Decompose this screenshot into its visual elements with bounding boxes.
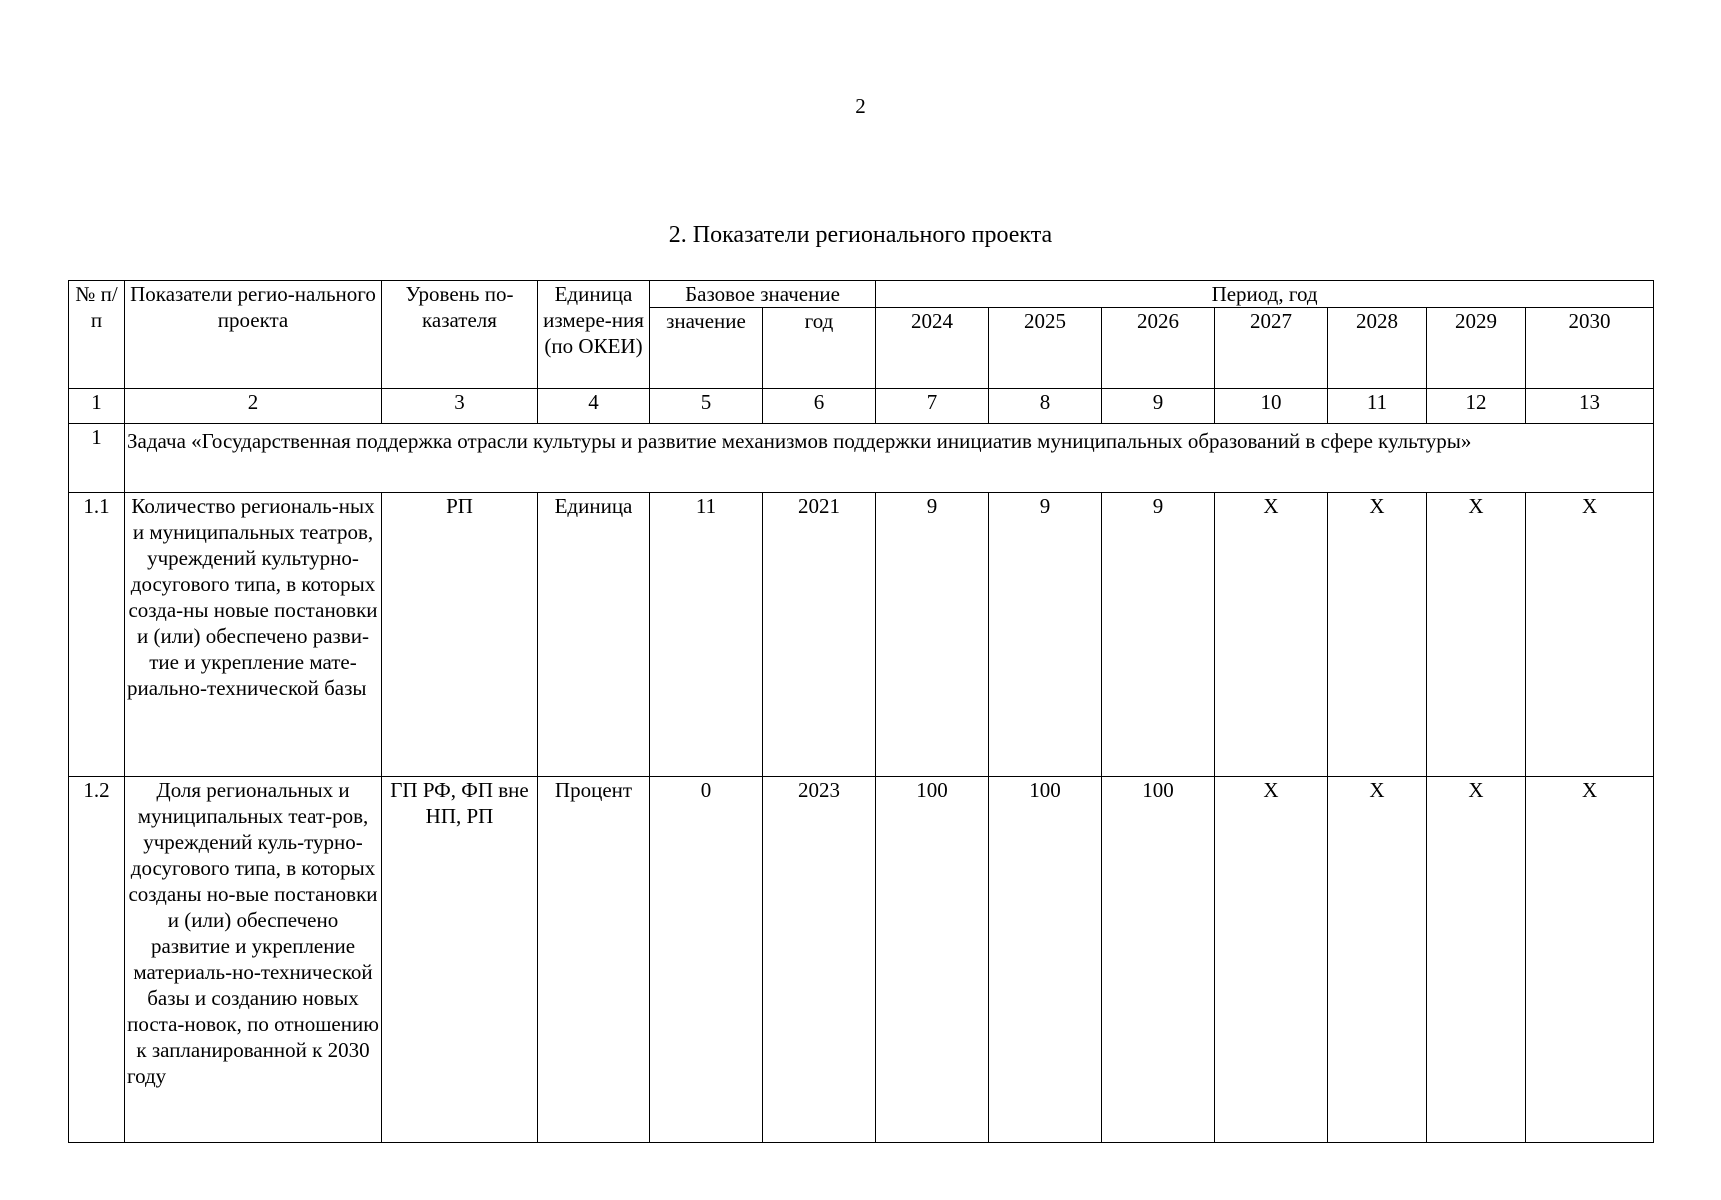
value-2026: 100 <box>1102 777 1215 1143</box>
header-unit: Единица измере-ния (по ОКЕИ) <box>538 281 650 389</box>
header-base-value: значение <box>650 308 763 389</box>
base-value: 0 <box>650 777 763 1143</box>
column-number: 10 <box>1215 389 1328 424</box>
value-2028: X <box>1328 777 1427 1143</box>
value-2025: 9 <box>989 493 1102 777</box>
base-year: 2023 <box>763 777 876 1143</box>
header-number: № п/п <box>69 281 125 389</box>
column-number: 12 <box>1427 389 1526 424</box>
task-row <box>69 424 1654 493</box>
value-2025: 100 <box>989 777 1102 1143</box>
indicators-table <box>68 280 1654 1143</box>
column-number: 8 <box>989 389 1102 424</box>
task-number: 1 <box>69 424 125 493</box>
header-base-value-group: Базовое значение <box>650 281 876 308</box>
indicator-level: ГП РФ, ФП вне НП, РП <box>382 777 538 1143</box>
header-indicator-name: Показатели регио-нального проекта <box>125 281 382 389</box>
indicator-unit: Процент <box>538 777 650 1143</box>
value-2024: 100 <box>876 777 989 1143</box>
value-2027: X <box>1215 493 1328 777</box>
indicator-level: РП <box>382 493 538 777</box>
task-text: Задача «Государственная поддержка отрасли культуры и развитие механизмов поддержки инициатив муниципальных образований в сфере культуры» <box>125 424 1654 493</box>
header-year-2025: 2025 <box>989 308 1102 389</box>
header-base-year: год <box>763 308 876 389</box>
table-row <box>69 493 1654 777</box>
column-number-row <box>69 389 1654 424</box>
value-2029: X <box>1427 777 1526 1143</box>
column-number: 4 <box>538 389 650 424</box>
page-number: 2 <box>855 94 866 118</box>
base-value: 11 <box>650 493 763 777</box>
column-number: 11 <box>1328 389 1427 424</box>
header-year-2024: 2024 <box>876 308 989 389</box>
column-number: 5 <box>650 389 763 424</box>
value-2030: X <box>1526 777 1654 1143</box>
column-number: 3 <box>382 389 538 424</box>
column-number: 7 <box>876 389 989 424</box>
column-number: 2 <box>125 389 382 424</box>
header-indicator-level: Уровень по-казателя <box>382 281 538 389</box>
column-number: 1 <box>69 389 125 424</box>
value-2026: 9 <box>1102 493 1215 777</box>
header-year-2029: 2029 <box>1427 308 1526 389</box>
column-number: 9 <box>1102 389 1215 424</box>
header-row-top <box>69 281 1654 308</box>
indicator-unit: Единица <box>538 493 650 777</box>
indicator-name: Доля региональных и муниципальных теат-ров, учреждений куль-турно-досугового типа, в которых созданы но-вые постановки и (или) обеспечено развитие и укрепление материаль-но-технической базы и созданию новых поста-новок, по отношению к запланированной к 2030 году <box>125 777 382 1143</box>
value-2027: X <box>1215 777 1328 1143</box>
column-number: 6 <box>763 389 876 424</box>
value-2030: X <box>1526 493 1654 777</box>
header-year-2027: 2027 <box>1215 308 1328 389</box>
row-number: 1.2 <box>69 777 125 1143</box>
column-number: 13 <box>1526 389 1654 424</box>
header-year-2030: 2030 <box>1526 308 1654 389</box>
header-year-2028: 2028 <box>1328 308 1427 389</box>
row-number: 1.1 <box>69 493 125 777</box>
indicator-name: Количество региональ-ных и муниципальных театров, учреждений культурно-досугового типа, в которых созда-ны новые постановки и (или) обеспечено разви-тие и укрепление мате-риально-технической базы <box>125 493 382 777</box>
header-year-2026: 2026 <box>1102 308 1215 389</box>
header-period-group: Период, год <box>876 281 1654 308</box>
section-title: 2. Показатели регионального проекта <box>668 222 1053 248</box>
table-row <box>69 777 1654 1143</box>
value-2028: X <box>1328 493 1427 777</box>
base-year: 2021 <box>763 493 876 777</box>
value-2029: X <box>1427 493 1526 777</box>
value-2024: 9 <box>876 493 989 777</box>
